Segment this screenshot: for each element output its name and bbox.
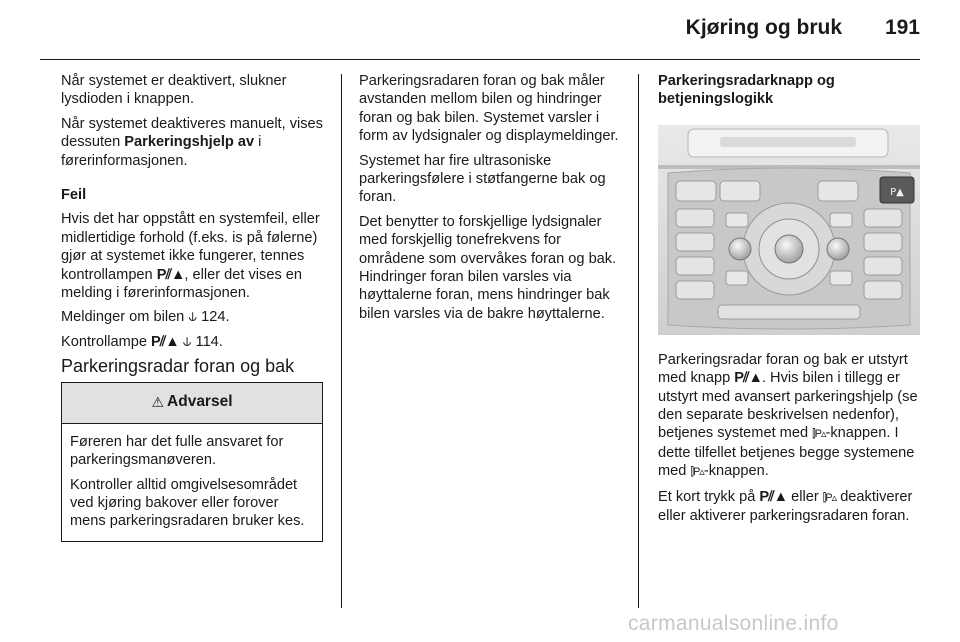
text: . Hvis bilen i tillegg er utstyrt med avansert parkeringshjelp (se den separate beskrivelsen nedenfor), betjenes systemet med — [658, 370, 918, 442]
paragraph-short-press — [658, 488, 922, 526]
text: eller — [787, 488, 823, 505]
park-lamp-icon: P⫽▲ — [156, 266, 185, 283]
column-divider-right — [638, 74, 639, 608]
warning-triangle-icon: ⚠ — [151, 394, 165, 411]
paragraph-signals: Det benytter to forskjellige lydsignaler med forskjellig tonefrekvens for områdene som overvåkes foran og bak. Hindringer foran bilen varsles via høyttalerne foran, mens hindringer bak bilen varsles via de bakre høyttalerne. — [359, 213, 617, 322]
park-button-icon: P⫽▲ — [759, 488, 788, 505]
button-logic-heading: Parkeringsradarknapp og betjeningslogikk — [658, 73, 835, 108]
text: Når systemet deaktiveres manuelt, vises dessuten — [61, 115, 323, 151]
photo-park-button-label: P▲ — [890, 186, 904, 198]
page-number: 191 — [884, 16, 920, 39]
fault-heading: Feil — [61, 187, 87, 204]
paragraph-button-operation — [658, 351, 922, 482]
text: Parkeringsradar foran og bak er utstyrt med knapp — [658, 351, 908, 387]
park-button-icon: P⫽▲ — [734, 370, 762, 387]
header-rule — [40, 59, 920, 60]
control-panel-photo — [658, 125, 920, 335]
paragraph-control-lamp: Kontrollampe P⫽▲ ⫝ 114. — [61, 333, 223, 350]
warning-title: Advarsel — [167, 393, 233, 411]
paragraph-led-off: Når systemet er deaktivert, slukner lysdioden i knappen. — [61, 73, 287, 108]
paragraph-manual-deactivation — [61, 115, 325, 170]
warning-body — [62, 424, 322, 541]
page-ref-arrow-icon: ⫝ — [182, 333, 192, 350]
paragraph-sensors: Systemet har fire ultrasoniske parkeringsfølere i støtfangerne bak og foran. — [359, 152, 606, 206]
column-divider-left — [341, 74, 342, 608]
text: -knappen. I dette tilfellet betjenes begge systemene med — [658, 425, 915, 480]
paragraph-radar-description: Parkeringsradaren foran og bak måler avstanden mellom bilen og hindringer foran og bak bilen. Systemet varsler i form av lydsignaler og displaymeldinger. — [359, 73, 619, 145]
warning-box — [61, 382, 323, 542]
column-3 — [658, 72, 922, 531]
text: -knappen. — [703, 463, 769, 480]
column-1 — [61, 72, 325, 542]
advanced-park-button-icon: ⫿P▵ — [690, 466, 704, 479]
text: Kontrollampe — [61, 333, 152, 350]
column-2 — [359, 72, 623, 329]
text: , eller det vises en melding i førerinformasjonen. — [61, 266, 303, 302]
text: i førerinformasjonen. — [61, 134, 262, 169]
section-title: Parkeringsradar foran og bak — [61, 356, 295, 377]
warning-paragraph: Føreren har det fulle ansvaret for parkeringsmanøveren. — [70, 433, 284, 469]
parking-assist-off-message: Parkeringshjelp av — [124, 134, 255, 151]
warning-paragraph: Kontroller alltid omgivelsesområdet ved kjøring bakover eller forover mens parkeringsradaren bruker kes. — [70, 476, 305, 530]
advanced-park-button-icon: ⫿P▵ — [822, 491, 837, 504]
page-ref-link[interactable]: 124 — [201, 309, 226, 326]
watermark: carmanualsonline.info — [628, 612, 839, 635]
page-ref-link[interactable]: 114 — [195, 333, 219, 350]
park-lamp-icon: P⫽▲ — [151, 333, 179, 350]
warning-header — [62, 383, 322, 424]
advanced-park-button-icon: ⫿P▵ — [812, 428, 826, 441]
text: Hvis det har oppstått en systemfeil, eller midlertidige forhold (f.eks. is på følerne) gjør at systemet ikke fungerer, tennes kontrollampen — [61, 211, 320, 283]
paragraph-vehicle-messages: Meldinger om bilen ⫝ 124. — [61, 309, 230, 326]
text: deaktiverer eller aktiverer parkeringsradaren foran. — [658, 488, 913, 525]
page-ref-arrow-icon: ⫝ — [188, 309, 198, 326]
paragraph-fault — [61, 210, 325, 302]
text: Meldinger om bilen — [61, 309, 189, 326]
page-header-title: Kjøring og bruk — [685, 16, 842, 39]
text: Et kort trykk på — [658, 488, 760, 505]
